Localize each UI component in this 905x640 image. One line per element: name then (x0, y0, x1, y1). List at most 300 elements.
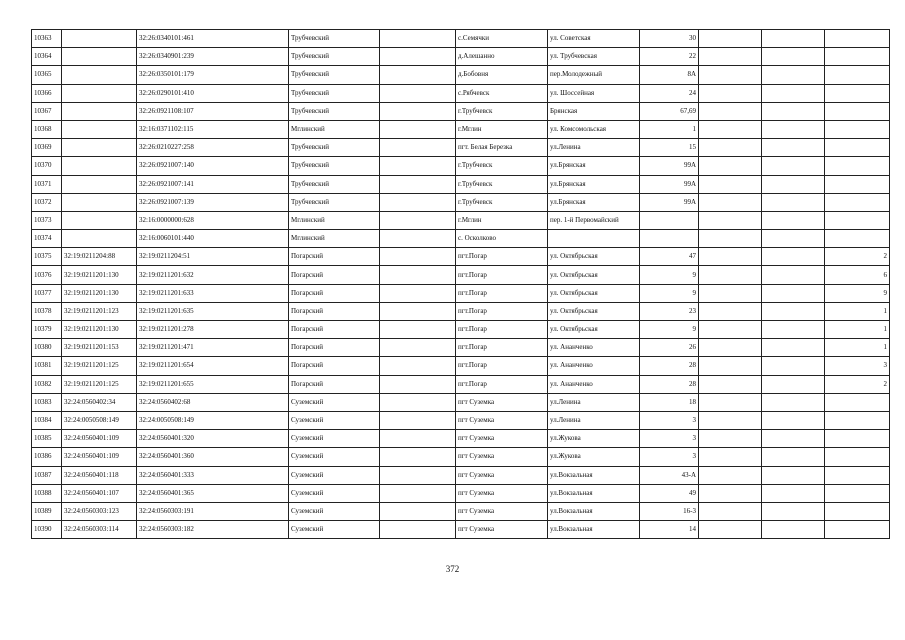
street-cell: ул.Жукова (548, 448, 640, 466)
street-cell: ул.Брянская (548, 175, 640, 193)
house-number-cell: 99А (640, 157, 699, 175)
apartment-cell (762, 211, 825, 229)
settlement-type-cell (380, 393, 456, 411)
table-row (32, 248, 890, 266)
street-cell: ул. Октябрьская (548, 248, 640, 266)
locality-cell: г.Мглин (456, 211, 548, 229)
apartment-cell (762, 139, 825, 157)
district-cell: Суземский (289, 411, 380, 429)
apartment-cell (762, 430, 825, 448)
locality-cell: пгт Суземка (456, 466, 548, 484)
room-cell (825, 139, 890, 157)
district-cell: Суземский (289, 521, 380, 539)
apartment-cell (762, 321, 825, 339)
district-cell: Суземский (289, 430, 380, 448)
street-cell: Брянская (548, 102, 640, 120)
settlement-type-cell (380, 466, 456, 484)
apartment-cell (762, 484, 825, 502)
table-row (32, 448, 890, 466)
street-cell: ул.Ленина (548, 411, 640, 429)
house-number-cell: 28 (640, 375, 699, 393)
district-cell: Погарский (289, 357, 380, 375)
district-cell: Погарский (289, 266, 380, 284)
locality-cell: пгт Суземка (456, 502, 548, 520)
cadastral-number-object-cell: 32:26:0350101:179 (137, 66, 289, 84)
table-row (32, 102, 890, 120)
street-cell: ул. Трубчевская (548, 48, 640, 66)
room-cell (825, 211, 890, 229)
house-number-cell: 1 (640, 120, 699, 138)
cadastral-number-parcel-cell: 32:24:0560401:109 (62, 430, 137, 448)
cadastral-number-parcel-cell: 32:19:0211204:88 (62, 248, 137, 266)
settlement-type-cell (380, 266, 456, 284)
building-cell (699, 484, 762, 502)
building-cell (699, 193, 762, 211)
locality-cell: пгт.Погар (456, 375, 548, 393)
district-cell: Погарский (289, 375, 380, 393)
cadastral-number-object-cell: 32:16:0060101:440 (137, 230, 289, 248)
apartment-cell (762, 411, 825, 429)
table-row (32, 411, 890, 429)
street-cell: ул.Жукова (548, 430, 640, 448)
cadastral-number-object-cell: 32:19:0211201:632 (137, 266, 289, 284)
locality-cell: пгт Суземка (456, 521, 548, 539)
row-number-cell: 10381 (32, 357, 62, 375)
house-number-cell: 99А (640, 193, 699, 211)
room-cell: 1 (825, 302, 890, 320)
settlement-type-cell (380, 284, 456, 302)
street-cell: ул. Октябрьская (548, 284, 640, 302)
house-number-cell: 26 (640, 339, 699, 357)
table-row (32, 502, 890, 520)
settlement-type-cell (380, 339, 456, 357)
cadastral-number-parcel-cell: 32:24:0560401:107 (62, 484, 137, 502)
cadastral-number-parcel-cell (62, 157, 137, 175)
building-cell (699, 157, 762, 175)
room-cell (825, 193, 890, 211)
district-cell: Суземский (289, 448, 380, 466)
cadastral-number-parcel-cell: 32:24:0560401:118 (62, 466, 137, 484)
table-row (32, 30, 890, 48)
cadastral-number-object-cell: 32:19:0211204:51 (137, 248, 289, 266)
building-cell (699, 84, 762, 102)
cadastral-number-object-cell: 32:26:0290101:410 (137, 84, 289, 102)
cadastral-number-parcel-cell (62, 120, 137, 138)
cadastral-number-object-cell: 32:16:0371102:115 (137, 120, 289, 138)
cadastral-number-object-cell: 32:16:0000000:628 (137, 211, 289, 229)
cadastral-number-object-cell: 32:24:0560401:333 (137, 466, 289, 484)
table-row (32, 266, 890, 284)
room-cell (825, 102, 890, 120)
table-row (32, 430, 890, 448)
district-cell: Трубчевский (289, 84, 380, 102)
district-cell: Погарский (289, 302, 380, 320)
street-cell: ул. Ананченко (548, 375, 640, 393)
house-number-cell: 15 (640, 139, 699, 157)
cadastral-number-object-cell: 32:19:0211201:471 (137, 339, 289, 357)
room-cell (825, 66, 890, 84)
apartment-cell (762, 30, 825, 48)
apartment-cell (762, 48, 825, 66)
district-cell: Погарский (289, 339, 380, 357)
street-cell: ул. Октябрьская (548, 266, 640, 284)
house-number-cell: 23 (640, 302, 699, 320)
cadastral-number-parcel-cell: 32:24:0560402:34 (62, 393, 137, 411)
settlement-type-cell (380, 84, 456, 102)
row-number-cell: 10364 (32, 48, 62, 66)
room-cell: 6 (825, 266, 890, 284)
row-number-cell: 10388 (32, 484, 62, 502)
settlement-type-cell (380, 521, 456, 539)
street-cell: ул. Шоссейная (548, 84, 640, 102)
settlement-type-cell (380, 102, 456, 120)
room-cell: 2 (825, 375, 890, 393)
room-cell (825, 466, 890, 484)
locality-cell: г.Мглин (456, 120, 548, 138)
district-cell: Трубчевский (289, 193, 380, 211)
settlement-type-cell (380, 230, 456, 248)
district-cell: Погарский (289, 248, 380, 266)
apartment-cell (762, 230, 825, 248)
cadastral-number-parcel-cell (62, 211, 137, 229)
building-cell (699, 48, 762, 66)
locality-cell: г.Трубчевск (456, 102, 548, 120)
page-number: 372 (445, 564, 460, 574)
house-number-cell: 3 (640, 430, 699, 448)
room-cell (825, 393, 890, 411)
row-number-cell: 10376 (32, 266, 62, 284)
cadastral-number-parcel-cell: 32:19:0211201:130 (62, 321, 137, 339)
row-number-cell: 10379 (32, 321, 62, 339)
settlement-type-cell (380, 48, 456, 66)
district-cell: Трубчевский (289, 66, 380, 84)
row-number-cell: 10371 (32, 175, 62, 193)
room-cell: 1 (825, 339, 890, 357)
row-number-cell: 10370 (32, 157, 62, 175)
apartment-cell (762, 84, 825, 102)
cadastral-number-parcel-cell (62, 48, 137, 66)
house-number-cell: 99А (640, 175, 699, 193)
room-cell (825, 157, 890, 175)
cadastral-number-parcel-cell: 32:19:0211201:130 (62, 266, 137, 284)
locality-cell: с. Осколково (456, 230, 548, 248)
cadastral-number-parcel-cell (62, 102, 137, 120)
street-cell: ул. Октябрьская (548, 302, 640, 320)
locality-cell: г.Трубчевск (456, 175, 548, 193)
row-number-cell: 10390 (32, 521, 62, 539)
locality-cell: с.Рябчевск (456, 84, 548, 102)
district-cell: Суземский (289, 393, 380, 411)
cadastral-number-object-cell: 32:19:0211201:654 (137, 357, 289, 375)
cadastral-number-parcel-cell (62, 230, 137, 248)
apartment-cell (762, 466, 825, 484)
row-number-cell: 10383 (32, 393, 62, 411)
room-cell (825, 502, 890, 520)
locality-cell: пгт.Погар (456, 357, 548, 375)
table-row (32, 211, 890, 229)
cadastral-number-object-cell: 32:26:0340101:461 (137, 30, 289, 48)
house-number-cell: 18 (640, 393, 699, 411)
settlement-type-cell (380, 30, 456, 48)
building-cell (699, 448, 762, 466)
row-number-cell: 10386 (32, 448, 62, 466)
table-row (32, 302, 890, 320)
row-number-cell: 10367 (32, 102, 62, 120)
building-cell (699, 502, 762, 520)
cadastral-number-parcel-cell (62, 84, 137, 102)
settlement-type-cell (380, 375, 456, 393)
room-cell (825, 521, 890, 539)
building-cell (699, 102, 762, 120)
street-cell: пер. 1-й Первомайский (548, 211, 640, 229)
settlement-type-cell (380, 175, 456, 193)
cadastral-number-parcel-cell: 32:24:0560303:114 (62, 521, 137, 539)
district-cell: Трубчевский (289, 175, 380, 193)
house-number-cell: 3 (640, 448, 699, 466)
room-cell (825, 48, 890, 66)
building-cell (699, 120, 762, 138)
street-cell: пер.Молодежный (548, 66, 640, 84)
apartment-cell (762, 393, 825, 411)
locality-cell: пгт.Погар (456, 339, 548, 357)
building-cell (699, 357, 762, 375)
row-number-cell: 10366 (32, 84, 62, 102)
locality-cell: д.Алешанно (456, 48, 548, 66)
table-row (32, 84, 890, 102)
house-number-cell: 16-3 (640, 502, 699, 520)
cadastral-number-parcel-cell (62, 193, 137, 211)
district-cell: Мглинский (289, 120, 380, 138)
district-cell: Мглинский (289, 211, 380, 229)
cadastral-number-object-cell: 32:19:0211201:635 (137, 302, 289, 320)
row-number-cell: 10372 (32, 193, 62, 211)
apartment-cell (762, 357, 825, 375)
cadastral-number-parcel-cell: 32:19:0211201:130 (62, 284, 137, 302)
building-cell (699, 230, 762, 248)
registry-table (31, 29, 890, 539)
cadastral-number-object-cell: 32:26:0921007:141 (137, 175, 289, 193)
room-cell (825, 230, 890, 248)
district-cell: Погарский (289, 321, 380, 339)
house-number-cell (640, 230, 699, 248)
settlement-type-cell (380, 302, 456, 320)
row-number-cell: 10368 (32, 120, 62, 138)
settlement-type-cell (380, 139, 456, 157)
cadastral-number-parcel-cell: 32:19:0211201:125 (62, 375, 137, 393)
apartment-cell (762, 157, 825, 175)
street-cell: ул.Ленина (548, 393, 640, 411)
cadastral-number-object-cell: 32:26:0340901:239 (137, 48, 289, 66)
cadastral-number-parcel-cell: 32:19:0211201:125 (62, 357, 137, 375)
room-cell: 3 (825, 357, 890, 375)
street-cell: ул.Вокзальная (548, 484, 640, 502)
district-cell: Трубчевский (289, 157, 380, 175)
cadastral-number-object-cell: 32:24:0560401:360 (137, 448, 289, 466)
locality-cell: г.Трубчевск (456, 157, 548, 175)
building-cell (699, 521, 762, 539)
settlement-type-cell (380, 430, 456, 448)
building-cell (699, 393, 762, 411)
locality-cell: пгт Суземка (456, 411, 548, 429)
district-cell: Трубчевский (289, 102, 380, 120)
cadastral-number-object-cell: 32:24:0560401:365 (137, 484, 289, 502)
settlement-type-cell (380, 502, 456, 520)
room-cell: 9 (825, 284, 890, 302)
house-number-cell: 14 (640, 521, 699, 539)
table-row (32, 120, 890, 138)
building-cell (699, 375, 762, 393)
cadastral-number-parcel-cell (62, 175, 137, 193)
room-cell (825, 430, 890, 448)
apartment-cell (762, 120, 825, 138)
district-cell: Трубчевский (289, 48, 380, 66)
row-number-cell: 10363 (32, 30, 62, 48)
row-number-cell: 10377 (32, 284, 62, 302)
cadastral-number-parcel-cell: 32:24:0560401:109 (62, 448, 137, 466)
table-row (32, 230, 890, 248)
district-cell: Трубчевский (289, 139, 380, 157)
locality-cell: г.Трубчевск (456, 193, 548, 211)
street-cell: ул.Вокзальная (548, 521, 640, 539)
street-cell: ул.Вокзальная (548, 502, 640, 520)
row-number-cell: 10378 (32, 302, 62, 320)
cadastral-number-object-cell: 32:19:0211201:278 (137, 321, 289, 339)
house-number-cell: 22 (640, 48, 699, 66)
row-number-cell: 10380 (32, 339, 62, 357)
locality-cell: пгт.Погар (456, 284, 548, 302)
building-cell (699, 139, 762, 157)
table-row (32, 339, 890, 357)
row-number-cell: 10387 (32, 466, 62, 484)
locality-cell: пгт. Белая Березка (456, 139, 548, 157)
settlement-type-cell (380, 448, 456, 466)
house-number-cell: 30 (640, 30, 699, 48)
locality-cell: пгт Суземка (456, 430, 548, 448)
building-cell (699, 339, 762, 357)
locality-cell: пгт Суземка (456, 393, 548, 411)
cadastral-number-parcel-cell: 32:24:0050508:149 (62, 411, 137, 429)
cadastral-number-parcel-cell: 32:24:0560303:123 (62, 502, 137, 520)
locality-cell: д.Бобовня (456, 66, 548, 84)
cadastral-number-parcel-cell (62, 139, 137, 157)
row-number-cell: 10375 (32, 248, 62, 266)
district-cell: Мглинский (289, 230, 380, 248)
district-cell: Суземский (289, 502, 380, 520)
table-row (32, 321, 890, 339)
apartment-cell (762, 248, 825, 266)
building-cell (699, 411, 762, 429)
apartment-cell (762, 521, 825, 539)
locality-cell: пгт Суземка (456, 484, 548, 502)
settlement-type-cell (380, 248, 456, 266)
street-cell: ул. Октябрьская (548, 321, 640, 339)
row-number-cell: 10382 (32, 375, 62, 393)
table-row (32, 157, 890, 175)
apartment-cell (762, 339, 825, 357)
locality-cell: пгт Суземка (456, 448, 548, 466)
table-row (32, 284, 890, 302)
cadastral-number-object-cell: 32:19:0211201:633 (137, 284, 289, 302)
building-cell (699, 266, 762, 284)
settlement-type-cell (380, 120, 456, 138)
street-cell: ул.Вокзальная (548, 466, 640, 484)
house-number-cell: 47 (640, 248, 699, 266)
building-cell (699, 302, 762, 320)
settlement-type-cell (380, 411, 456, 429)
table-row (32, 375, 890, 393)
row-number-cell: 10365 (32, 66, 62, 84)
cadastral-number-object-cell: 32:26:0210227:258 (137, 139, 289, 157)
street-cell: ул.Брянская (548, 157, 640, 175)
apartment-cell (762, 375, 825, 393)
apartment-cell (762, 102, 825, 120)
cadastral-number-parcel-cell: 32:19:0211201:123 (62, 302, 137, 320)
settlement-type-cell (380, 193, 456, 211)
settlement-type-cell (380, 211, 456, 229)
table-row (32, 48, 890, 66)
table-row (32, 466, 890, 484)
cadastral-number-parcel-cell (62, 30, 137, 48)
cadastral-number-object-cell: 32:19:0211201:655 (137, 375, 289, 393)
house-number-cell: 8А (640, 66, 699, 84)
street-cell: ул. Советская (548, 30, 640, 48)
room-cell (825, 175, 890, 193)
cadastral-number-object-cell: 32:24:0560402:68 (137, 393, 289, 411)
cadastral-number-parcel-cell (62, 66, 137, 84)
settlement-type-cell (380, 66, 456, 84)
room-cell: 1 (825, 321, 890, 339)
apartment-cell (762, 175, 825, 193)
table-body (32, 30, 890, 539)
table-row (32, 393, 890, 411)
cadastral-number-object-cell: 32:24:0560303:191 (137, 502, 289, 520)
room-cell (825, 30, 890, 48)
house-number-cell: 9 (640, 321, 699, 339)
street-cell (548, 230, 640, 248)
building-cell (699, 66, 762, 84)
building-cell (699, 248, 762, 266)
street-cell: ул. Ананченко (548, 339, 640, 357)
building-cell (699, 211, 762, 229)
cadastral-number-object-cell: 32:26:0921108:107 (137, 102, 289, 120)
cadastral-number-object-cell: 32:24:0560401:320 (137, 430, 289, 448)
house-number-cell: 28 (640, 357, 699, 375)
room-cell: 2 (825, 248, 890, 266)
district-cell: Суземский (289, 484, 380, 502)
apartment-cell (762, 193, 825, 211)
settlement-type-cell (380, 321, 456, 339)
street-cell: ул. Комсомольская (548, 120, 640, 138)
row-number-cell: 10369 (32, 139, 62, 157)
row-number-cell: 10384 (32, 411, 62, 429)
room-cell (825, 120, 890, 138)
settlement-type-cell (380, 157, 456, 175)
house-number-cell: 9 (640, 284, 699, 302)
cadastral-number-object-cell: 32:24:0560303:182 (137, 521, 289, 539)
settlement-type-cell (380, 484, 456, 502)
building-cell (699, 284, 762, 302)
district-cell: Суземский (289, 466, 380, 484)
table-row (32, 175, 890, 193)
table-row (32, 139, 890, 157)
locality-cell: с.Семячки (456, 30, 548, 48)
room-cell (825, 411, 890, 429)
street-cell: ул.Ленина (548, 139, 640, 157)
house-number-cell: 3 (640, 411, 699, 429)
house-number-cell: 43-А (640, 466, 699, 484)
table-row (32, 484, 890, 502)
room-cell (825, 484, 890, 502)
